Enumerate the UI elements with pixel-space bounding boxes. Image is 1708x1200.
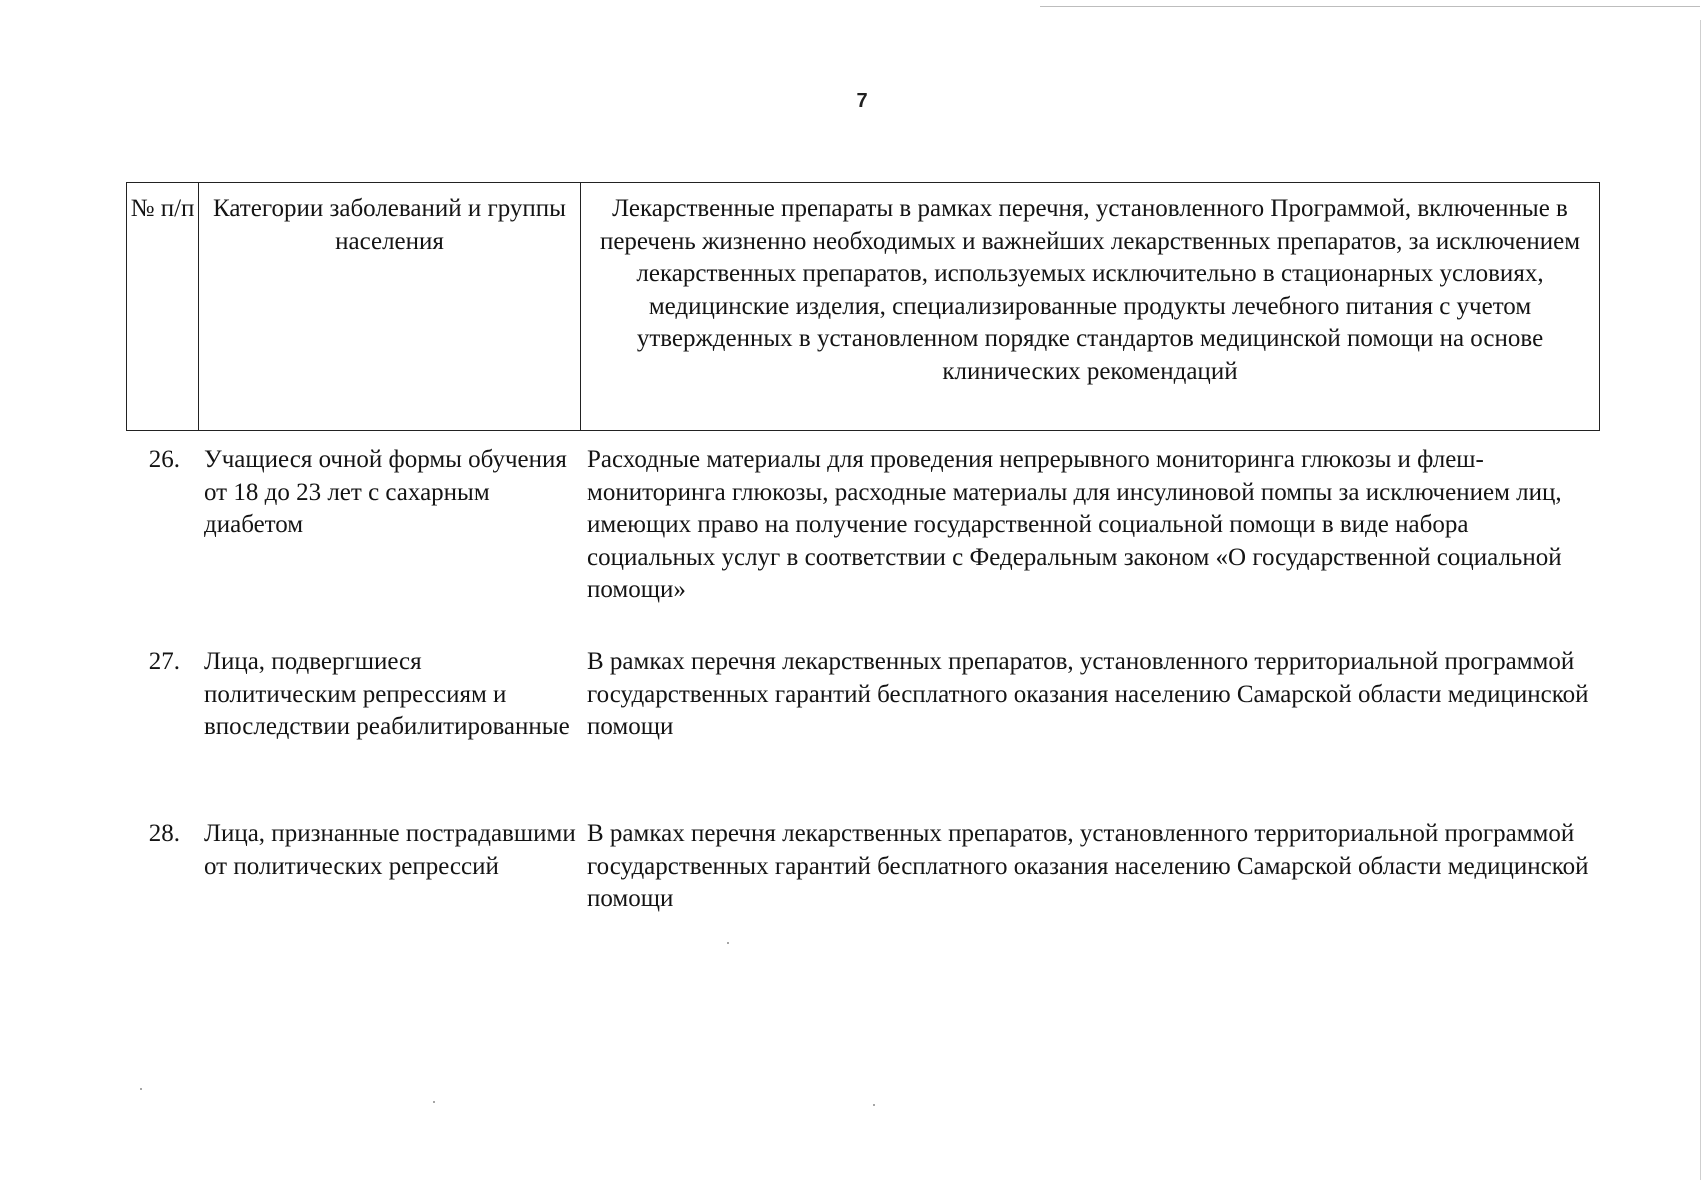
row-number: 26. (148, 446, 180, 473)
header-number-cell: № п/п (127, 183, 199, 430)
row-category: Лица, подвергшиеся политическим репрессиям и впоследствии реабилитированные (204, 648, 570, 740)
scan-speck (727, 942, 729, 944)
row-drugs: В рамках перечня лекарственных препаратов, установленного территориальной программой государственных гарантий бесплатного оказания населению Самарской области медицинской помощи (587, 820, 1589, 912)
header-category-cell: Категории заболеваний и группы населения (199, 183, 581, 430)
row-drugs: Расходные материалы для проведения непрерывного мониторинга глюкозы и флеш-мониторинга глюкозы, расходные материалы для инсулиновой помпы за исключением лиц, имеющих право на получение государственной социальной помощи в виде набора социальных услуг в соответствии с Федеральным законом «О государственной социальной помощи» (587, 446, 1562, 603)
row-category: Лица, признанные пострадавшими от политических репрессий (204, 820, 576, 880)
scan-speck (433, 1101, 435, 1103)
row-number: 27. (148, 648, 180, 675)
scan-edge-line (1700, 20, 1701, 1180)
row-drugs: В рамках перечня лекарственных препаратов, установленного территориальной программой государственных гарантий бесплатного оказания населению Самарской области медицинской помощи (587, 648, 1589, 740)
scan-edge-line (1040, 6, 1700, 7)
table-header (126, 182, 1600, 431)
scan-speck (140, 1088, 142, 1090)
header-drugs-cell: Лекарственные препараты в рамках перечня, установленного Программой, включенные в перечень жизненно необходимых и важнейших лекарственных препаратов, за исключением лекарственных препаратов, используемых исключительно в стационарных условиях, медицинские изделия, специализированные продукты лечебного питания с учетом утвержденных в установленном порядке стандартов медицинской помощи на основе клинических рекомендаций (599, 195, 1581, 385)
row-number: 28. (148, 820, 180, 847)
scan-speck (873, 1104, 875, 1106)
page-number: 7 (856, 90, 868, 112)
row-category: Учащиеся очной формы обучения от 18 до 23 лет с сахарным диабетом (204, 446, 567, 538)
